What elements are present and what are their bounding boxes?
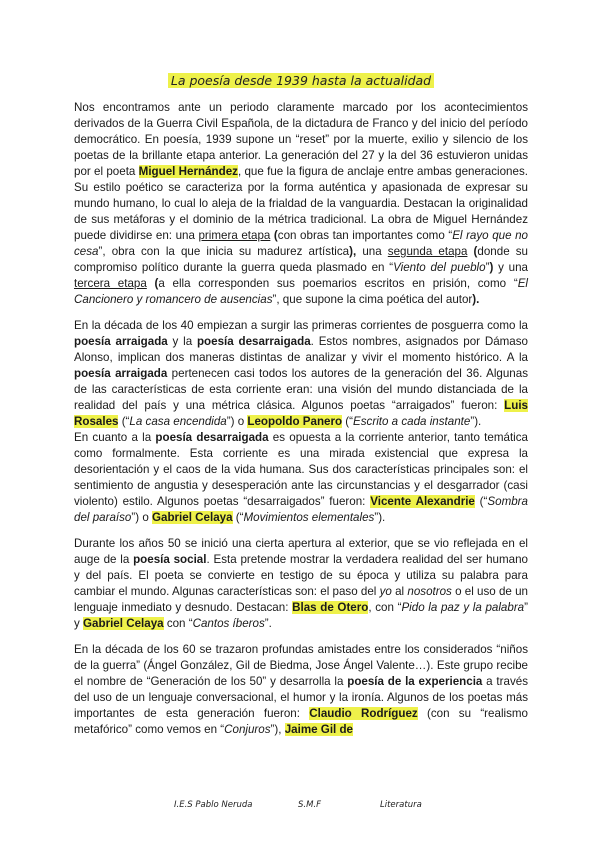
footer-school: I.E.S Pablo Neruda — [174, 800, 253, 810]
highlight-claudio-rodriguez: Claudio Rodríguez — [309, 707, 418, 720]
paragraph-poesia-social: Durante los años 50 se inició una cierta apertura al exterior, que se vio reflejada en el auge de la poesía social. Esta pretende mostrar la verdadera realidad del ser humano y del país. El poeta se convierte en testigo de su época y utiliza su palabra para cambiar el mundo. Algunas características son: el paso del yo al nosotros o el uso de un lenguaje inmediato y desnudo. Destacan: Blas de Otero, con “Pido la paz y la palabra” y Gabriel Celaya con “Cantos íberos”. — [74, 537, 529, 630]
page-title: La poesía desde 1939 hasta la actualidad — [74, 73, 528, 88]
paragraph-miguel-hernandez: Nos encontramos ante un periodo claramente marcado por los acontecimientos derivados de la Guerra Civil Española, de la dictadura de Franco y del inicio del período democrático. En poesía, 1939 supone un “reset” por la muerte, exilio y silencio de los poetas de la brillante etapa anterior. La generación del 27 y la del 36 estuvieron unidas por el poeta Miguel Hernández, que fue la figura de anclaje entre ambas generaciones. Su estilo poético se caracteriza por la forma auténtica y apasionada de expresar su mundo humano, lo cual lo aleja de la frialdad de la vanguardia. Destacan la originalidad de sus metáforas y el dominio de la métrica tradicional. La obra de Miguel Hernández puede dividirse en: una primera etapa (con obras tan importantes como “El rayo que no cesa”, obra con la que inicia su madurez artística), una segunda etapa (donde su compromiso político durante la guerra queda plasmado en “Viento del pueblo”) y una tercera etapa (a ella corresponden sus poemarios escritos en prisión, como “El Cancionero y romancero de ausencias”, que supone la cima poética del autor). — [74, 101, 529, 306]
highlight-gabriel-celaya-2: Gabriel Celaya — [83, 617, 164, 630]
highlight-gabriel-celaya: Gabriel Celaya — [152, 511, 233, 524]
footer-initials: S.M.F — [298, 800, 322, 810]
highlight-jaime-gil-de-biedma: Jaime Gil de — [284, 723, 354, 736]
paragraph-poesia-desarraigada: En cuanto a la poesía desarraigada es opuesta a la corriente anterior, tanto temática como formalmente. Esta corriente es una mirada existencial que expresa la desorientación y el caos de la vida humana. Sus dos características principales son: el sentimiento de angustia y desesperación ante las circunstancias y el desgarrador (casi violento) estilo. Algunos poetas “desarraigados” fueron: Vicente Alexandrie (“Sombra del paraíso”) o Gabriel Celaya (“Movimientos elementales”). — [74, 431, 528, 524]
highlight-luis-rosales: Luis Rosales — [74, 399, 528, 428]
highlight-miguel-hernandez: Miguel Hernández — [138, 165, 238, 178]
document-body — [74, 100, 528, 738]
paragraph-poesia-experiencia: En la década de los 60 se trazaron profundas amistades entre los considerados “niños de la guerra” (Ángel González, Gil de Biedma, Jose Ángel Valente…). Este grupo recibe el nombre de “Generación de los 50” y desarrolla la poesía de la experiencia a través del uso de un lenguaje conversacional, el humor y la ironía. Algunos de los poetas más importantes de esta generación fueron: Claudio Rodríguez (con su “realismo metafórico” como vemos en “Conjuros”), Jaime Gil de — [74, 643, 528, 736]
document-page — [74, 0, 528, 848]
footer-subject: Literatura — [380, 800, 422, 810]
highlight-blas-de-otero: Blas de Otero — [292, 601, 369, 614]
highlight-leopoldo-panero: Leopoldo Panero — [247, 415, 343, 428]
highlight-vicente-alexandrie: Vicente Alexandrie — [370, 495, 475, 508]
paragraph-poesia-arraigada: En la década de los 40 empiezan a surgir las primeras corrientes de posguerra como la poesía arraigada y la poesía desarraigada. Estos nombres, asignados por Dámaso Alonso, implican dos maneras distintas de analizar y vivir el momento histórico. A la poesía arraigada pertenecen casi todos los autores de la generación del 36. Algunas de las características de esta corriente eran: una visión del mundo distanciada de la realidad del país y una métrica clásica. Algunos poetas “arraigados” fueron: Luis Rosales (“La casa encendida”) o Leopoldo Panero (“Escrito a cada instante”). — [74, 319, 528, 428]
